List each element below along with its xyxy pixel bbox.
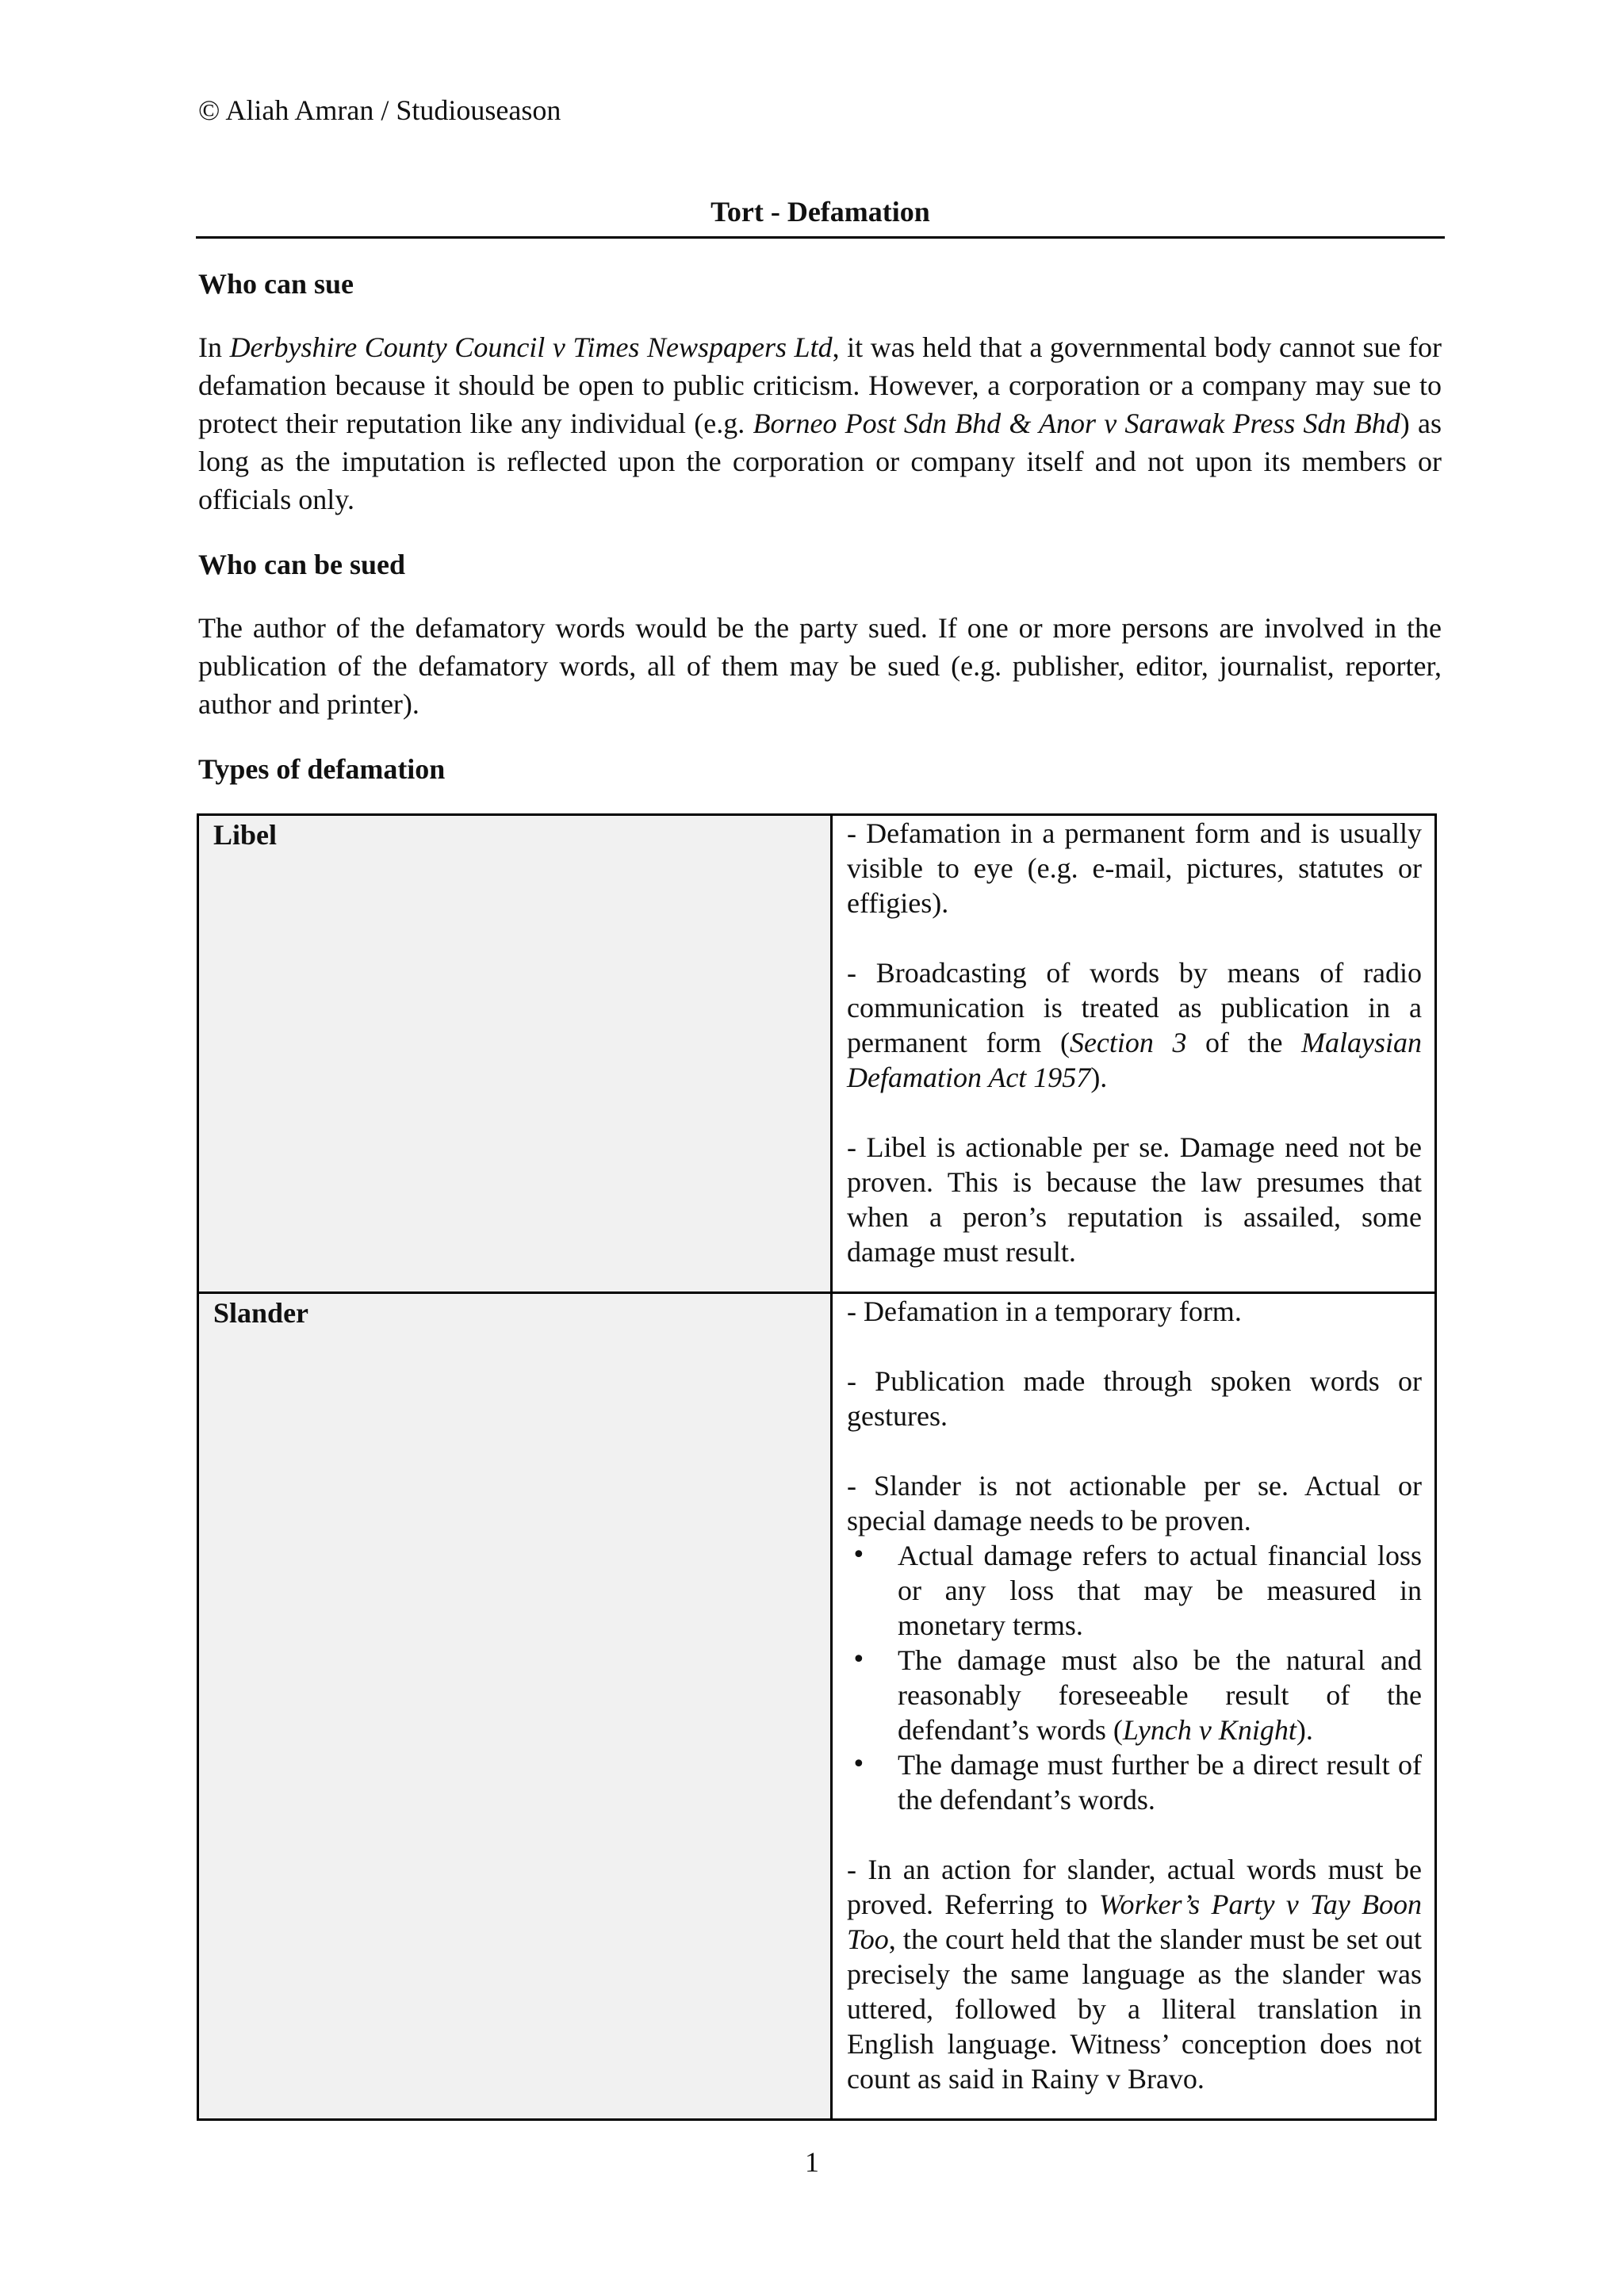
list-item xyxy=(847,1643,1422,1747)
heading-who-can-sue: Who can sue xyxy=(198,268,354,300)
term-cell xyxy=(198,1293,832,2120)
case-citation: Lynch v Knight xyxy=(1122,1714,1297,1746)
libel-point-2 xyxy=(847,955,1422,1095)
case-citation: Derbyshire County Council v Times Newspapers Ltd xyxy=(229,331,833,363)
table-row xyxy=(198,1293,1436,2120)
text-run: The damage must also be the natural and reasonably foreseeable result of the defendant’s words ( xyxy=(898,1644,1422,1746)
heading-who-can-be-sued: Who can be sued xyxy=(198,549,406,580)
text-run: ). xyxy=(1090,1062,1108,1093)
table-row xyxy=(198,815,1436,1293)
case-citation: Borneo Post Sdn Bhd & Anor v Sarawak Press Sdn Bhd xyxy=(753,408,1400,439)
term-libel: Libel xyxy=(213,819,278,851)
damage-bullet-list xyxy=(847,1538,1422,1817)
list-item: • Actual damage refers to actual financial loss or any loss that may be measured in monetary terms. xyxy=(847,1538,1422,1643)
statute-section: Section 3 xyxy=(1069,1027,1187,1058)
who-can-be-sued-paragraph: The author of the defamatory words would be the party sued. If one or more persons are involved in the publication of the defamatory words, all of them may be sued (e.g. publisher, editor, journalist, reporter, author and printer). xyxy=(198,612,1442,720)
who-can-sue-paragraph xyxy=(198,328,1442,519)
slander-point-4 xyxy=(847,1852,1422,2096)
description-cell xyxy=(832,815,1436,1293)
term-slander: Slander xyxy=(213,1297,309,1329)
slander-point-3: - Slander is not actionable per se. Actual or special damage needs to be proven. xyxy=(847,1470,1422,1536)
text-run: ) as long as the imputation is reflected upon the corporation or company itself and not upon its members or officials only. xyxy=(198,408,1442,515)
text-run: of the xyxy=(1186,1027,1302,1058)
case-citation: Worker’s Party v Tay Boon Too xyxy=(847,1888,1423,1955)
text-run: - Broadcasting of words by means of radio communication is treated as publication in a permanent form ( xyxy=(847,957,1422,1058)
copyright-notice: © Aliah Amran / Studiouseason xyxy=(198,94,561,126)
term-cell xyxy=(198,815,832,1293)
statute-name: Malaysian Defamation Act 1957 xyxy=(847,1027,1422,1093)
page-number: 1 xyxy=(805,2146,819,2178)
libel-point-1: - Defamation in a permanent form and is usually visible to eye (e.g. e-mail, pictures, statutes or effigies). xyxy=(847,817,1422,919)
text-run: - In an action for slander, actual words must be proved. Referring to xyxy=(847,1854,1422,1920)
heading-types-of-defamation: Types of defamation xyxy=(198,753,446,785)
text-run: ). xyxy=(1296,1714,1313,1746)
slander-point-1: - Defamation in a temporary form. xyxy=(847,1295,1242,1327)
defamation-types-table xyxy=(197,813,1437,2121)
libel-point-3: - Libel is actionable per se. Damage need not be proven. This is because the law presumes that when a peron’s reputation is assailed, some damage must result. xyxy=(847,1131,1422,1268)
main-content xyxy=(198,254,1442,2121)
page-title: Tort - Defamation xyxy=(710,196,930,228)
description-cell xyxy=(832,1293,1436,2120)
text-run: , the court held that the slander must be set out precisely the same language as the slander was uttered, followed by a lliteral translation in English language. Witness’ conception does not count as said in Rainy v Bravo. xyxy=(847,1923,1422,2095)
title-divider xyxy=(196,236,1445,239)
list-item: • The damage must further be a direct result of the defendant’s words. xyxy=(847,1747,1422,1817)
slander-point-2: - Publication made through spoken words or gestures. xyxy=(847,1365,1422,1432)
text-run: In xyxy=(198,331,230,363)
text-run: , it was held that a governmental body cannot sue for defamation because it should be open to public criticism. However, a corporation or a company may sue to protect their reputation like any individual (e.g. xyxy=(198,331,1442,439)
